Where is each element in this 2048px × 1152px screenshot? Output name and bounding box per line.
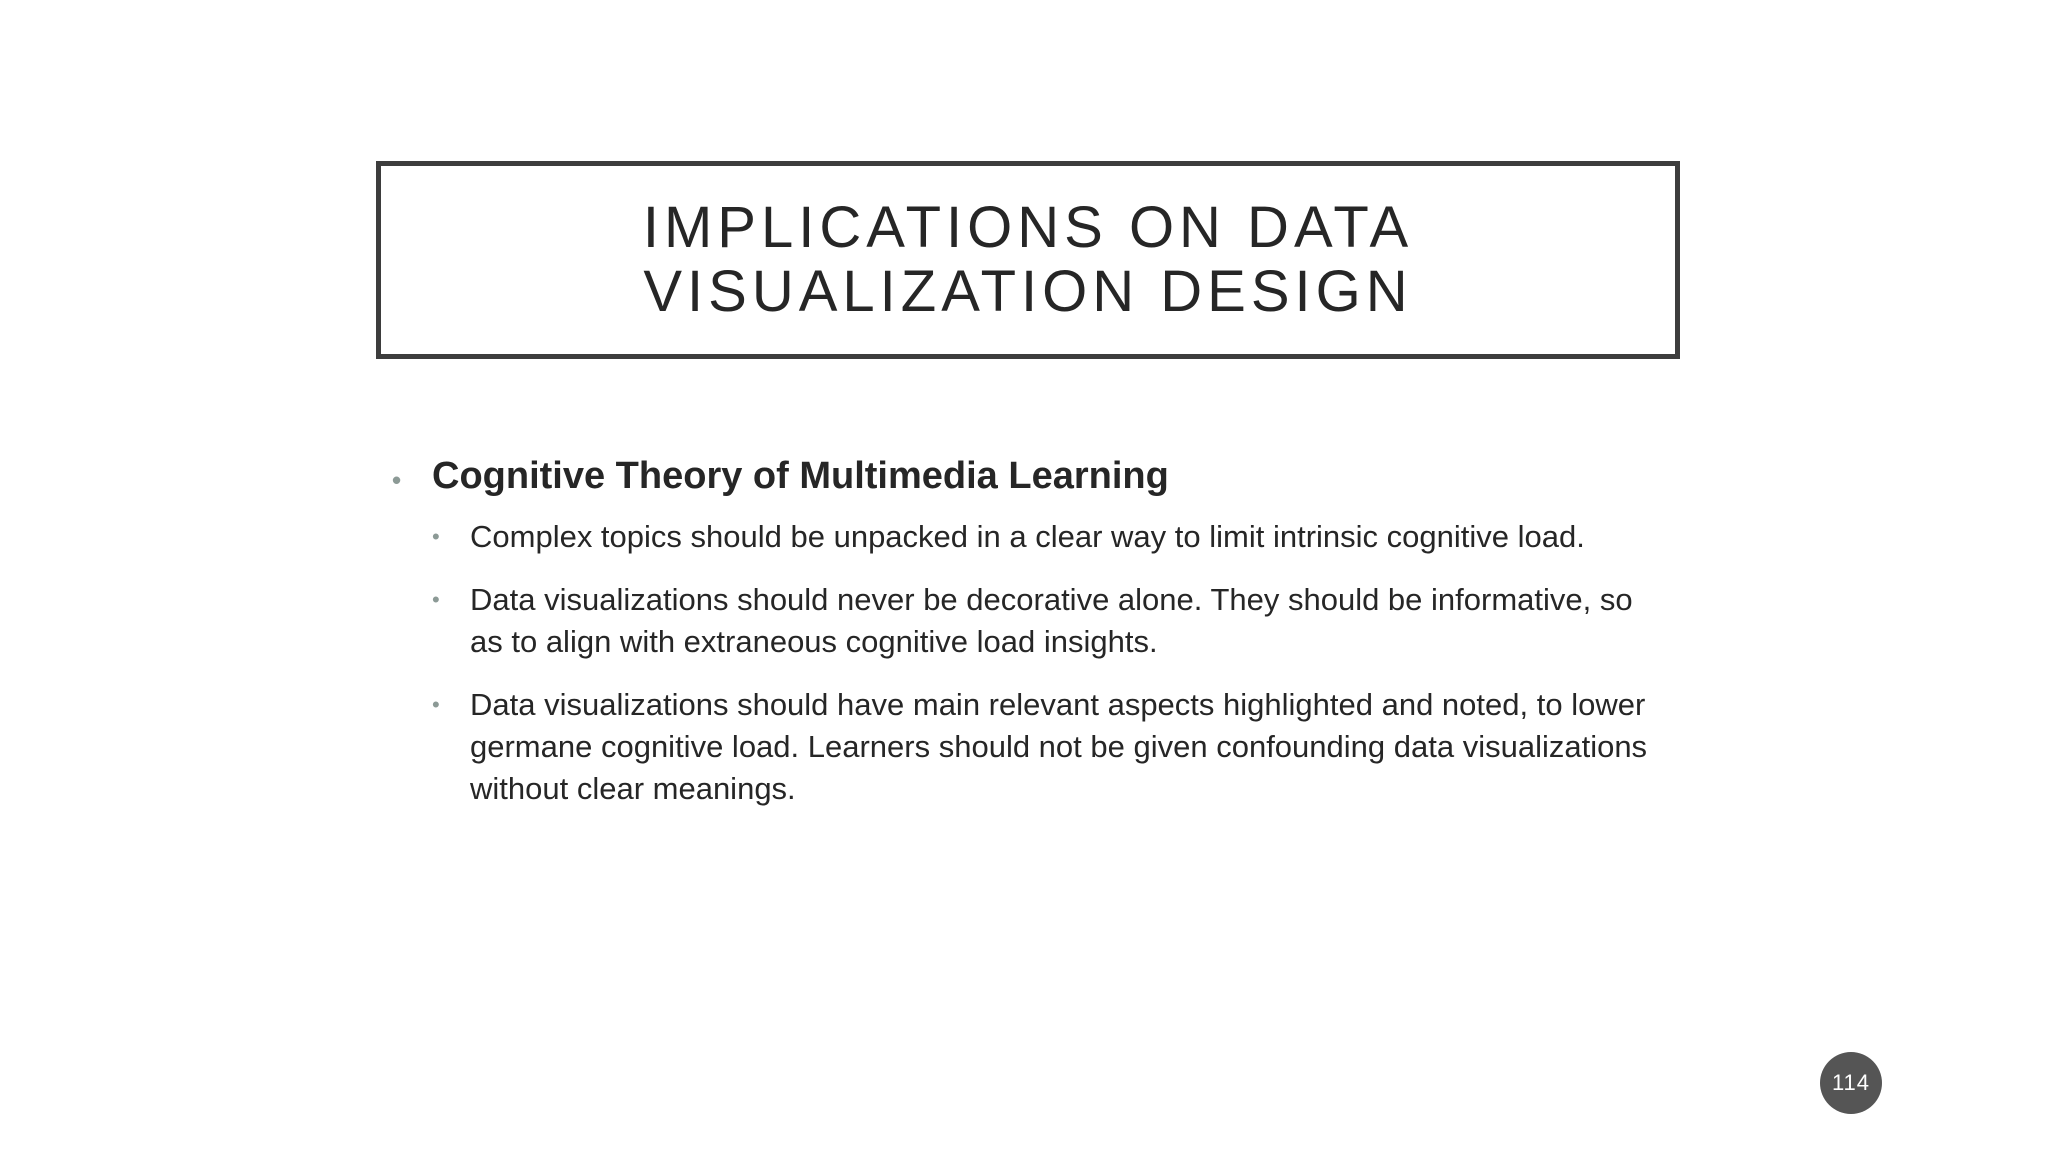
sub-bullet-list [392, 516, 1672, 810]
sub-bullet-text: Data visualizations should have main relevant aspects highlighted and noted, to lower germane cognitive load. Learners should not be given confounding data visualizations without clear meanings. [470, 687, 1648, 806]
sub-bullet-3 [432, 684, 1672, 810]
main-bullet [392, 450, 1672, 502]
sub-bullet-1 [432, 516, 1672, 558]
bullet-dot-icon: • [432, 692, 440, 717]
page-number-badge: 114 [1820, 1052, 1882, 1114]
main-bullet-text: Cognitive Theory of Multimedia Learning [432, 455, 1169, 497]
slide-title-box [376, 161, 1680, 359]
slide-title-line-1: IMPLICATIONS ON DATA [642, 195, 1414, 260]
bullet-dot-icon: • [392, 465, 402, 495]
slide-content [392, 450, 1672, 831]
bullet-dot-icon: • [432, 587, 440, 612]
sub-bullet-text: Complex topics should be unpacked in a clear way to limit intrinsic cognitive load. [470, 519, 1585, 554]
slide-title-line-2: VISUALIZATION DESIGN [643, 259, 1413, 324]
sub-bullet-text: Data visualizations should never be decorative alone. They should be informative, so as to align with extraneous cognitive load insights. [470, 582, 1633, 659]
sub-bullet-2 [432, 579, 1672, 663]
bullet-dot-icon: • [432, 524, 440, 549]
